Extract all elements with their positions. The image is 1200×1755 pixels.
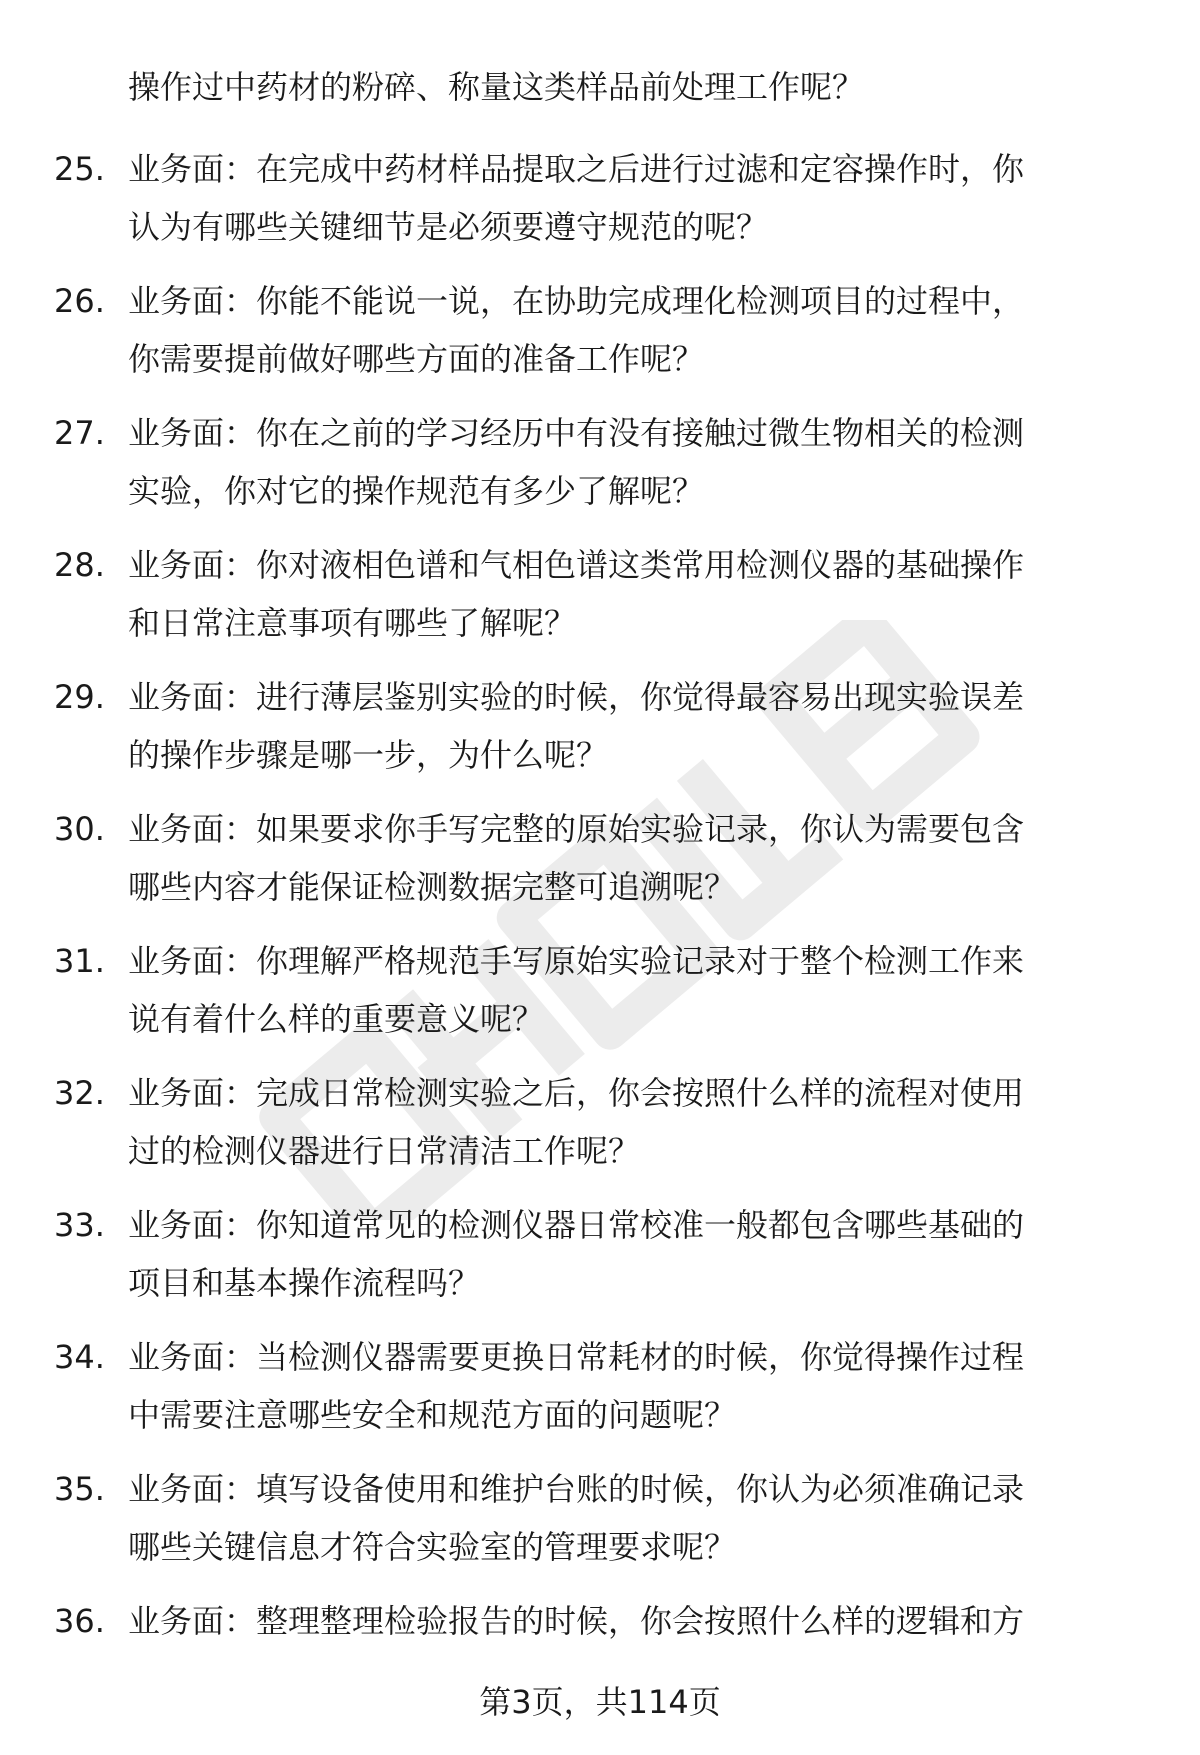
question-text-line: 业务面：你理解严格规范手写原始实验记录对于整个检测工作来 — [128, 942, 1025, 980]
question-text — [128, 668, 1138, 784]
question-item — [0, 1328, 1200, 1444]
question-text-line: 业务面：你知道常见的检测仪器日常校准一般都包含哪些基础的 — [128, 1206, 1025, 1244]
question-text-line: 哪些内容才能保证检测数据完整可追溯呢？ — [128, 868, 737, 906]
question-number: 30. — [54, 810, 105, 848]
question-text — [128, 1592, 1138, 1650]
question-number: 25. — [54, 150, 105, 188]
question-number: 31. — [54, 942, 105, 980]
question-text — [128, 404, 1138, 520]
question-number: 36. — [54, 1602, 105, 1640]
question-list — [0, 140, 1200, 1724]
question-text-line: 说有着什么样的重要意义呢？ — [128, 1000, 545, 1038]
question-text — [128, 272, 1138, 388]
question-text-line: 业务面：完成日常检测实验之后，你会按照什么样的流程对使用 — [128, 1074, 1025, 1112]
question-text-line: 业务面：如果要求你手写完整的原始实验记录，你认为需要包含 — [128, 810, 1025, 848]
question-text — [128, 536, 1138, 652]
question-text-line: 中需要注意哪些安全和规范方面的问题呢？ — [128, 1396, 737, 1434]
question-item — [0, 536, 1200, 652]
question-text-line: 过的检测仪器进行日常清洁工作呢？ — [128, 1132, 641, 1170]
question-number: 32. — [54, 1074, 105, 1112]
question-item — [0, 404, 1200, 520]
question-number: 34. — [54, 1338, 105, 1376]
question-text-line: 实验，你对它的操作规范有多少了解呢？ — [128, 472, 705, 510]
question-text — [128, 1328, 1138, 1444]
question-text-line: 业务面：你对液相色谱和气相色谱这类常用检测仪器的基础操作 — [128, 546, 1025, 584]
question-text-line: 业务面：填写设备使用和维护台账的时候，你认为必须准确记录 — [128, 1470, 1025, 1508]
question-number: 33. — [54, 1206, 105, 1244]
question-text — [128, 932, 1138, 1048]
question-item — [0, 1064, 1200, 1180]
question-text-line: 业务面：当检测仪器需要更换日常耗材的时候，你觉得操作过程 — [128, 1338, 1025, 1376]
question-text — [128, 1064, 1138, 1180]
page-footer: 第3页，共114页 — [479, 1683, 721, 1721]
question-text-line: 你需要提前做好哪些方面的准备工作呢？ — [128, 340, 705, 378]
question-item — [0, 668, 1200, 784]
question-text — [128, 800, 1138, 916]
question-text-line: 项目和基本操作流程吗？ — [128, 1264, 481, 1302]
question-number: 35. — [54, 1470, 105, 1508]
question-item — [0, 932, 1200, 1048]
question-number: 27. — [54, 414, 105, 452]
question-number: 28. — [54, 546, 105, 584]
question-text-line: 业务面：你在之前的学习经历中有没有接触过微生物相关的检测 — [128, 414, 1025, 452]
question-text-line: 业务面：进行薄层鉴别实验的时候，你觉得最容易出现实验误差 — [128, 678, 1025, 716]
question-text-line: 业务面：整理整理检验报告的时候，你会按照什么样的逻辑和方 — [128, 1602, 1025, 1640]
question-text — [128, 140, 1138, 256]
question-number: 29. — [54, 678, 105, 716]
question-text-line: 业务面：在完成中药材样品提取之后进行过滤和定容操作时，你 — [128, 150, 1025, 188]
question-text-line: 业务面：你能不能说一说，在协助完成理化检测项目的过程中， — [128, 282, 1025, 320]
question-text-line: 认为有哪些关键细节是必须要遵守规范的呢？ — [128, 208, 769, 246]
continued-question-text: 操作过中药材的粉碎、称量这类样品前处理工作呢？ — [128, 68, 865, 106]
question-item — [0, 1460, 1200, 1576]
question-item — [0, 800, 1200, 916]
question-text — [128, 1460, 1138, 1576]
question-text-line: 哪些关键信息才符合实验室的管理要求呢？ — [128, 1528, 737, 1566]
question-text-line: 的操作步骤是哪一步，为什么呢？ — [128, 736, 609, 774]
question-text — [128, 1196, 1138, 1312]
question-item — [0, 272, 1200, 388]
question-item — [0, 1196, 1200, 1312]
question-number: 26. — [54, 282, 105, 320]
question-item — [0, 140, 1200, 256]
question-text-line: 和日常注意事项有哪些了解呢？ — [128, 604, 577, 642]
